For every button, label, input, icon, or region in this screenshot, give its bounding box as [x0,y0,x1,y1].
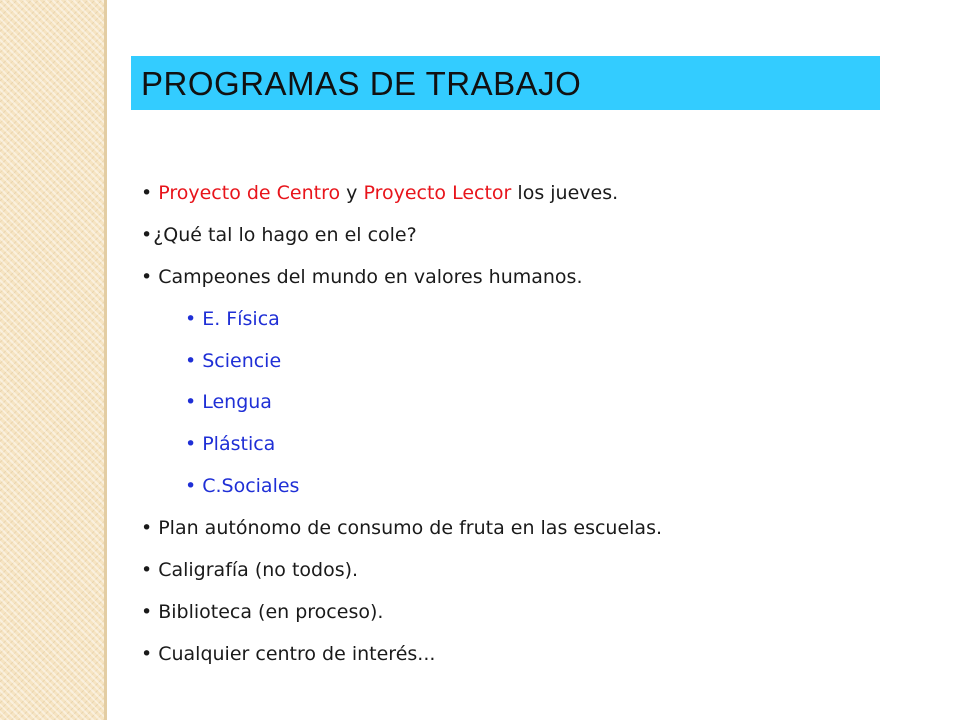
sub-item-text: C.Sociales [202,475,300,498]
sub-list-item [141,298,901,340]
item-suffix-text: los jueves. [511,181,619,204]
list-item-text: Biblioteca (en proceso). [158,600,384,623]
sub-item-text: E. Física [202,307,280,330]
sub-list-item [141,423,901,465]
sub-item-text: Plástica [202,433,276,456]
list-item [141,549,901,591]
connector-text: y [340,181,364,204]
bullet-icon: • [141,181,153,204]
bullet-icon: • [141,223,153,246]
bullet-icon: • [141,642,153,665]
left-strip-edge [104,0,107,720]
list-item-text: Caligrafía (no todos). [158,558,359,581]
list-item [141,591,901,633]
decorative-left-strip [0,0,104,720]
list-item [141,214,901,256]
list-item-text: Cualquier centro de interés... [158,642,436,665]
bullet-icon: • [141,600,153,623]
sub-item-text: Sciencie [202,349,282,372]
sub-item-text: Lengua [202,391,272,414]
sub-list-item [141,381,901,423]
highlight-proyecto-centro: Proyecto de Centro [158,181,341,204]
bullet-icon: • [141,517,153,540]
bullet-icon: • [141,558,153,581]
sub-list-item [141,340,901,382]
list-item [141,256,901,298]
list-item-text: Plan autónomo de consumo de fruta en las escuelas. [158,517,663,540]
list-item [141,172,901,214]
highlight-proyecto-lector: Proyecto Lector [363,181,512,204]
list-item-text: ¿Qué tal lo hago en el cole? [153,223,417,246]
sub-list-item [141,465,901,507]
list-item [141,507,901,549]
slide-title: PROGRAMAS DE TRABAJO [141,65,582,102]
bullet-icon: • [141,265,153,288]
title-banner [131,56,880,110]
bullet-icon: • [185,307,197,330]
bullet-icon: • [185,433,197,456]
bullet-icon: • [185,349,197,372]
bullet-icon: • [185,475,197,498]
list-item-text: Campeones del mundo en valores humanos. [158,265,583,288]
list-item [141,633,901,675]
bullet-icon: • [185,391,197,414]
program-list [141,172,901,675]
